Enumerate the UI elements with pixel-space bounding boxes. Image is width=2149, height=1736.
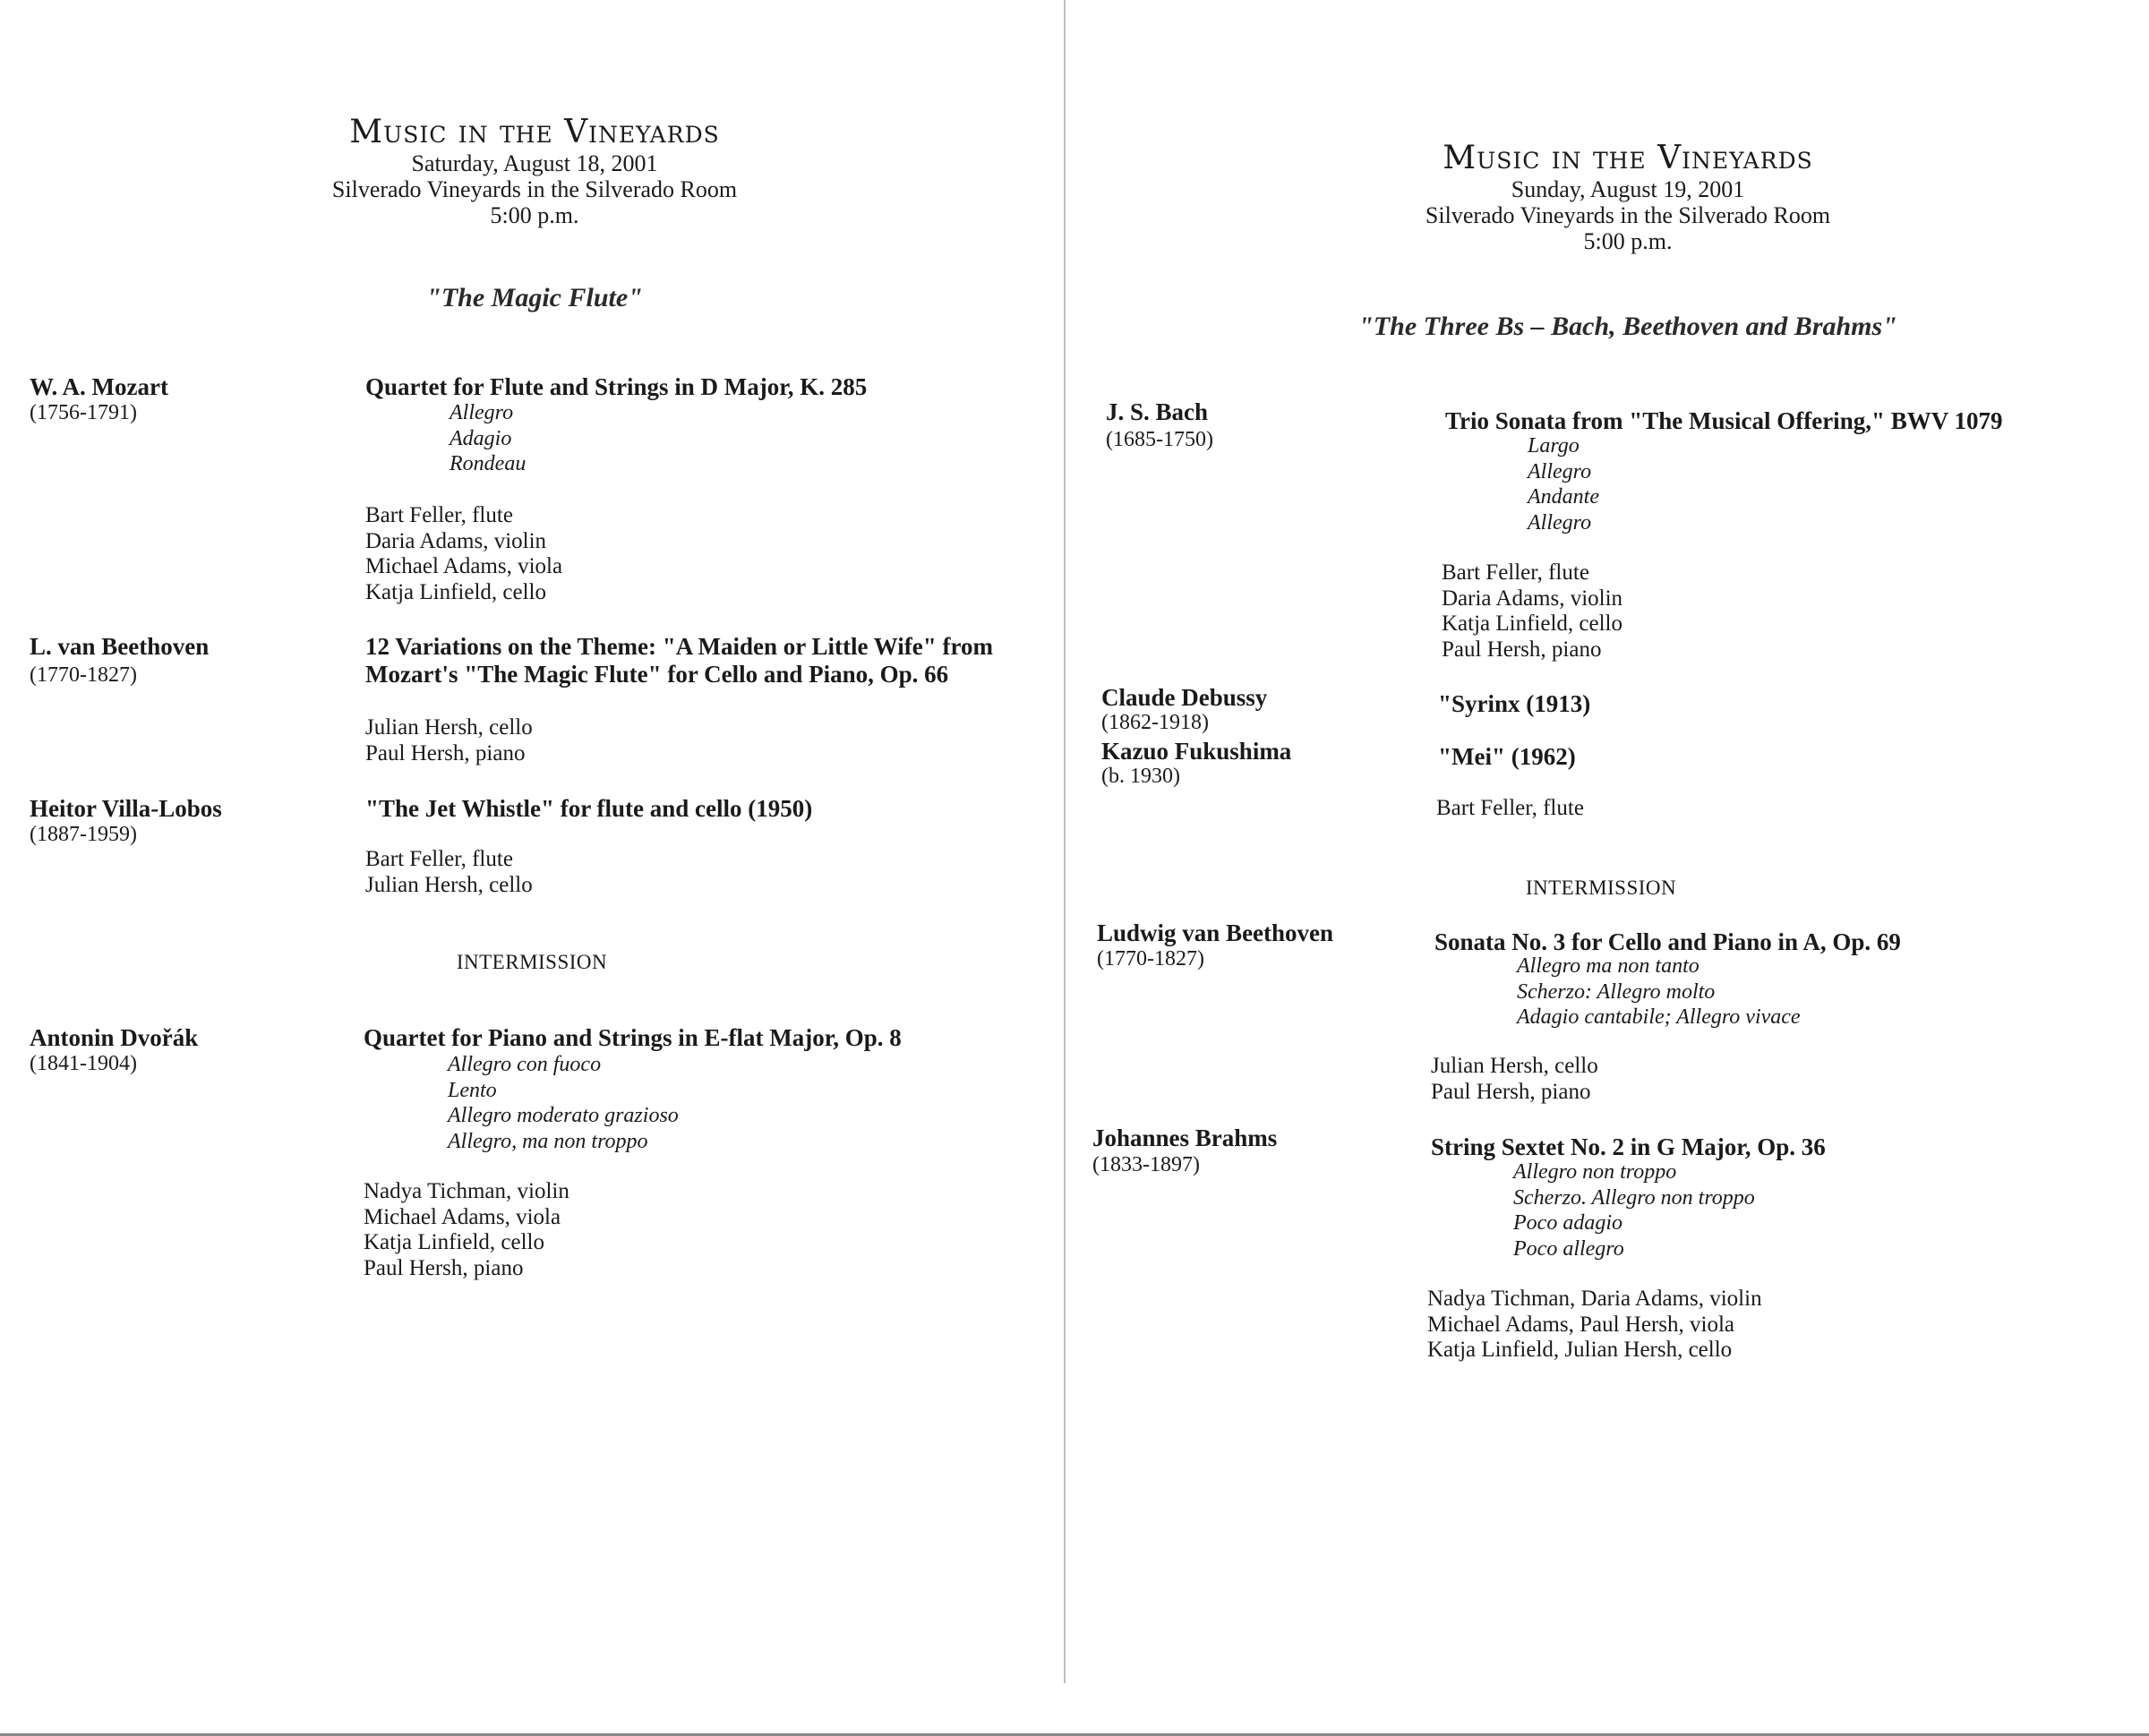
- composer-name: Antonin Dvořák: [30, 1024, 199, 1051]
- work-title: "Syrinx (1913): [1438, 690, 1591, 717]
- performer: Paul Hersh, piano: [364, 1255, 524, 1280]
- performer-list: [1427, 1287, 1762, 1364]
- intermission-label: INTERMISSION: [1525, 877, 1677, 899]
- performer: Julian Hersh, cello: [365, 715, 533, 740]
- concert-venue: Silverado Vineyards in the Silverado Room: [331, 176, 738, 202]
- performer: Nadya Tichman, violin: [364, 1179, 569, 1203]
- program-subtitle: "The Three Bs – Bach, Beethoven and Brahms": [1358, 312, 1897, 341]
- concert-time: 5:00 p.m.: [1583, 228, 1673, 254]
- movement: Allegro ma non tanto: [1517, 954, 1700, 978]
- performer: Paul Hersh, piano: [1431, 1079, 1591, 1104]
- performer-list: [365, 847, 533, 898]
- performer: Bart Feller, flute: [1442, 560, 1589, 585]
- performer: Daria Adams, violin: [365, 528, 547, 553]
- movement: Poco adagio: [1513, 1211, 1622, 1235]
- movement: Largo: [1528, 434, 1580, 458]
- movement: Scherzo. Allegro non troppo: [1513, 1185, 1755, 1210]
- movement-list: [1528, 433, 1599, 535]
- composer-name: Heitor Villa-Lobos: [30, 795, 222, 822]
- movement: Lento: [448, 1078, 497, 1102]
- composer-dates: (1841-1904): [30, 1052, 137, 1075]
- movement-list: [1517, 954, 1801, 1030]
- intermission-label: INTERMISSION: [456, 951, 608, 973]
- performer: Julian Hersh, cello: [1431, 1054, 1598, 1078]
- movement: Andante: [1528, 485, 1599, 509]
- composer-dates: (1756-1791): [30, 401, 137, 424]
- movement: Allegro, ma non troppo: [448, 1129, 648, 1153]
- composer-name: Johannes Brahms: [1092, 1125, 1278, 1151]
- movement-list: [1513, 1159, 1755, 1261]
- performer: Daria Adams, violin: [1442, 586, 1623, 611]
- work-title: Sonata No. 3 for Cello and Piano in A, Op. 69: [1434, 928, 1901, 955]
- movement: Poco allegro: [1513, 1236, 1624, 1261]
- performer: Michael Adams, Paul Hersh, viola: [1427, 1312, 1734, 1337]
- movement: Rondeau: [449, 452, 527, 475]
- movement-list: [448, 1052, 679, 1154]
- movement: Allegro: [449, 401, 514, 424]
- performer-list: [365, 715, 533, 766]
- composer-dates: (1833-1897): [1092, 1153, 1200, 1176]
- performer: Nadya Tichman, Daria Adams, violin: [1427, 1287, 1762, 1311]
- movement: Allegro moderato grazioso: [448, 1104, 679, 1127]
- program-subtitle: "The Magic Flute": [426, 283, 643, 312]
- composer-name: L. van Beethoven: [30, 633, 210, 660]
- composer-name: Kazuo Fukushima: [1101, 738, 1292, 765]
- performer-list: [1431, 1054, 1598, 1105]
- work-title: "Mei" (1962): [1438, 743, 1576, 770]
- program-page-sunday: [1066, 0, 2149, 1736]
- program-page-saturday: [0, 0, 1064, 1736]
- composer-name: Ludwig van Beethoven: [1097, 919, 1334, 946]
- composer-dates: (1770-1827): [30, 663, 137, 687]
- concert-venue: Silverado Vineyards in the Silverado Room: [1425, 202, 1831, 228]
- composer-dates: (1770-1827): [1097, 947, 1204, 971]
- performer: Bart Feller, flute: [1436, 796, 1584, 820]
- composer-dates: (1685-1750): [1106, 428, 1213, 451]
- concert-time: 5:00 p.m.: [490, 202, 579, 228]
- series-title: Music in the Vineyards: [349, 114, 720, 150]
- movement: Adagio: [449, 426, 512, 450]
- work-title: "The Jet Whistle" for flute and cello (1950): [365, 795, 813, 822]
- work-title: 12 Variations on the Theme: "A Maiden or Little Wife" from: [365, 633, 993, 660]
- performer: Katja Linfield, cello: [364, 1230, 545, 1254]
- movement: Adagio cantabile; Allegro vivace: [1517, 1005, 1801, 1029]
- work-title: Quartet for Flute and Strings in D Major, K. 285: [365, 373, 868, 400]
- performer: Paul Hersh, piano: [1442, 637, 1602, 662]
- performer-list: [1442, 560, 1622, 663]
- work-title: String Sextet No. 2 in G Major, Op. 36: [1431, 1133, 1826, 1160]
- composer-dates: (1862-1918): [1101, 711, 1209, 734]
- performer-list: [365, 503, 562, 605]
- performer: Bart Feller, flute: [365, 503, 513, 527]
- work-title-continued: Mozart's "The Magic Flute" for Cello and Piano, Op. 66: [365, 661, 949, 688]
- performer: Bart Feller, flute: [365, 847, 513, 871]
- movement: Allegro con fuoco: [448, 1053, 602, 1076]
- movement: Allegro: [1528, 459, 1592, 483]
- movement: Allegro: [1528, 510, 1592, 534]
- composer-name: W. A. Mozart: [30, 373, 168, 400]
- concert-date: Saturday, August 18, 2001: [411, 150, 658, 176]
- movement: Scherzo: Allegro molto: [1517, 979, 1716, 1004]
- performer-list: [1436, 796, 1584, 822]
- performer-list: [364, 1179, 569, 1281]
- movement-list: [449, 400, 526, 477]
- movement: Allegro non troppo: [1513, 1160, 1677, 1184]
- performer: Michael Adams, viola: [364, 1204, 561, 1229]
- composer-name: Claude Debussy: [1101, 684, 1268, 711]
- series-title: Music in the Vineyards: [1443, 140, 1813, 176]
- performer: Michael Adams, viola: [365, 554, 563, 578]
- performer: Julian Hersh, cello: [365, 872, 533, 897]
- performer: Katja Linfield, cello: [1442, 611, 1623, 636]
- concert-date: Sunday, August 19, 2001: [1511, 176, 1745, 202]
- work-title: Trio Sonata from "The Musical Offering," BWV 1079: [1445, 407, 2003, 434]
- composer-dates: (b. 1930): [1101, 765, 1180, 788]
- performer: Paul Hersh, piano: [365, 740, 526, 765]
- composer-dates: (1887-1959): [30, 823, 137, 846]
- performer: Katja Linfield, Julian Hersh, cello: [1427, 1338, 1733, 1362]
- composer-name: J. S. Bach: [1106, 398, 1209, 425]
- performer: Katja Linfield, cello: [365, 579, 547, 604]
- work-title: Quartet for Piano and Strings in E-flat Major, Op. 8: [364, 1024, 902, 1051]
